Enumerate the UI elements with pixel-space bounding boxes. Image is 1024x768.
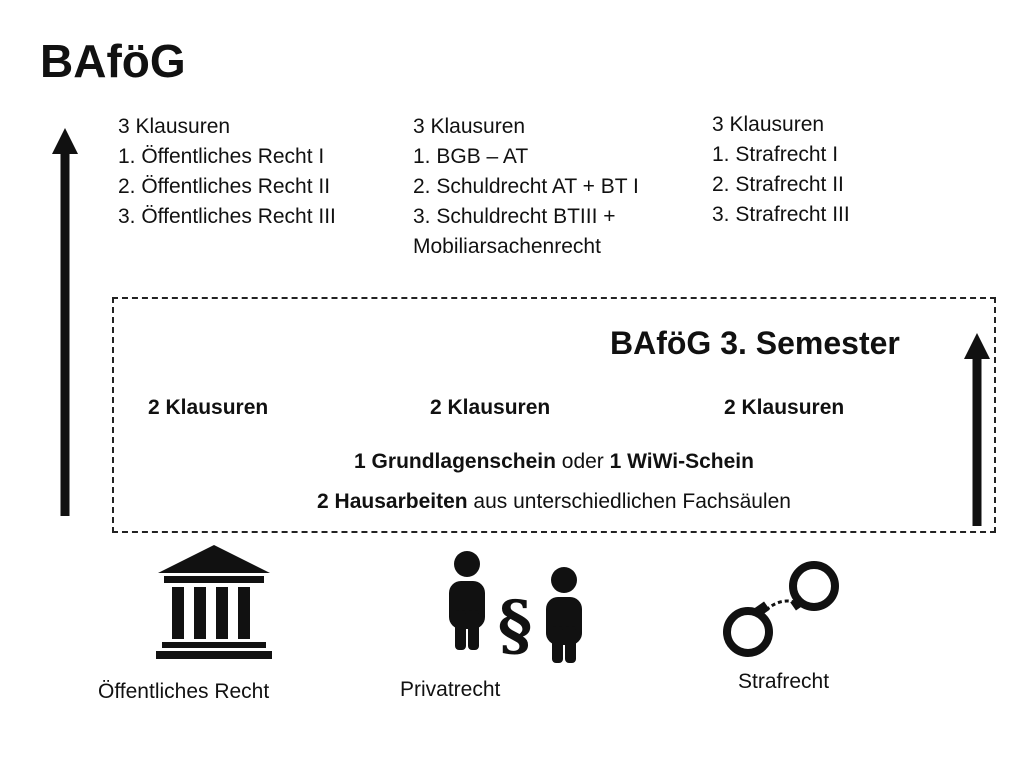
column-item: 2. Öffentliches Recht II bbox=[118, 175, 331, 198]
column-item: 1. Strafrecht I bbox=[712, 143, 839, 166]
column-item: 3. Schuldrecht BTIII + bbox=[413, 205, 616, 228]
column-item: 3. Öffentliches Recht III bbox=[118, 205, 336, 228]
left-up-arrow-icon bbox=[50, 128, 80, 518]
hausarbeiten-text: 2 Hausarbeiten bbox=[317, 490, 468, 513]
column-heading: 3 Klausuren bbox=[712, 113, 825, 136]
oder-text: oder bbox=[555, 450, 610, 473]
courthouse-icon bbox=[152, 545, 276, 663]
column-heading: 3 Klausuren bbox=[118, 115, 231, 138]
handcuffs-icon bbox=[722, 560, 840, 660]
semester-klausuren-oeffentliches-recht: 2 Klausuren bbox=[148, 396, 269, 419]
column-item: 3. Strafrecht III bbox=[712, 203, 850, 226]
hausarbeiten-line bbox=[112, 490, 996, 514]
category-label-privatrecht: Privatrecht bbox=[400, 678, 501, 701]
people-paragraph-icon bbox=[443, 550, 588, 665]
fachsaeulen-text: aus unterschiedlichen Fachsäulen bbox=[467, 490, 791, 513]
column-heading: 3 Klausuren bbox=[413, 115, 526, 138]
grundlagenschein-line bbox=[112, 450, 996, 474]
column-item: 2. Strafrecht II bbox=[712, 173, 844, 196]
category-label-strafrecht: Strafrecht bbox=[738, 670, 830, 693]
column-item: 1. BGB – AT bbox=[413, 145, 529, 168]
category-label-oeffentliches-recht: Öffentliches Recht bbox=[98, 680, 270, 703]
page-title: BAföG bbox=[40, 35, 186, 87]
column-item: 1. Öffentliches Recht I bbox=[118, 145, 325, 168]
column-strafrecht bbox=[712, 110, 850, 230]
semester-title: BAföG 3. Semester bbox=[610, 325, 900, 361]
column-item: 2. Schuldrecht AT + BT I bbox=[413, 175, 639, 198]
svg-text:§: § bbox=[497, 586, 533, 664]
column-privatrecht bbox=[413, 112, 639, 262]
grundlagenschein-text: 1 Grundlagenschein bbox=[354, 450, 556, 473]
column-oeffentliches-recht bbox=[118, 112, 336, 232]
wiwi-schein-text: 1 WiWi-Schein bbox=[609, 450, 754, 473]
semester-klausuren-privatrecht: 2 Klausuren bbox=[430, 396, 551, 419]
column-item: Mobiliarsachenrecht bbox=[413, 235, 601, 258]
semester-klausuren-strafrecht: 2 Klausuren bbox=[724, 396, 845, 419]
